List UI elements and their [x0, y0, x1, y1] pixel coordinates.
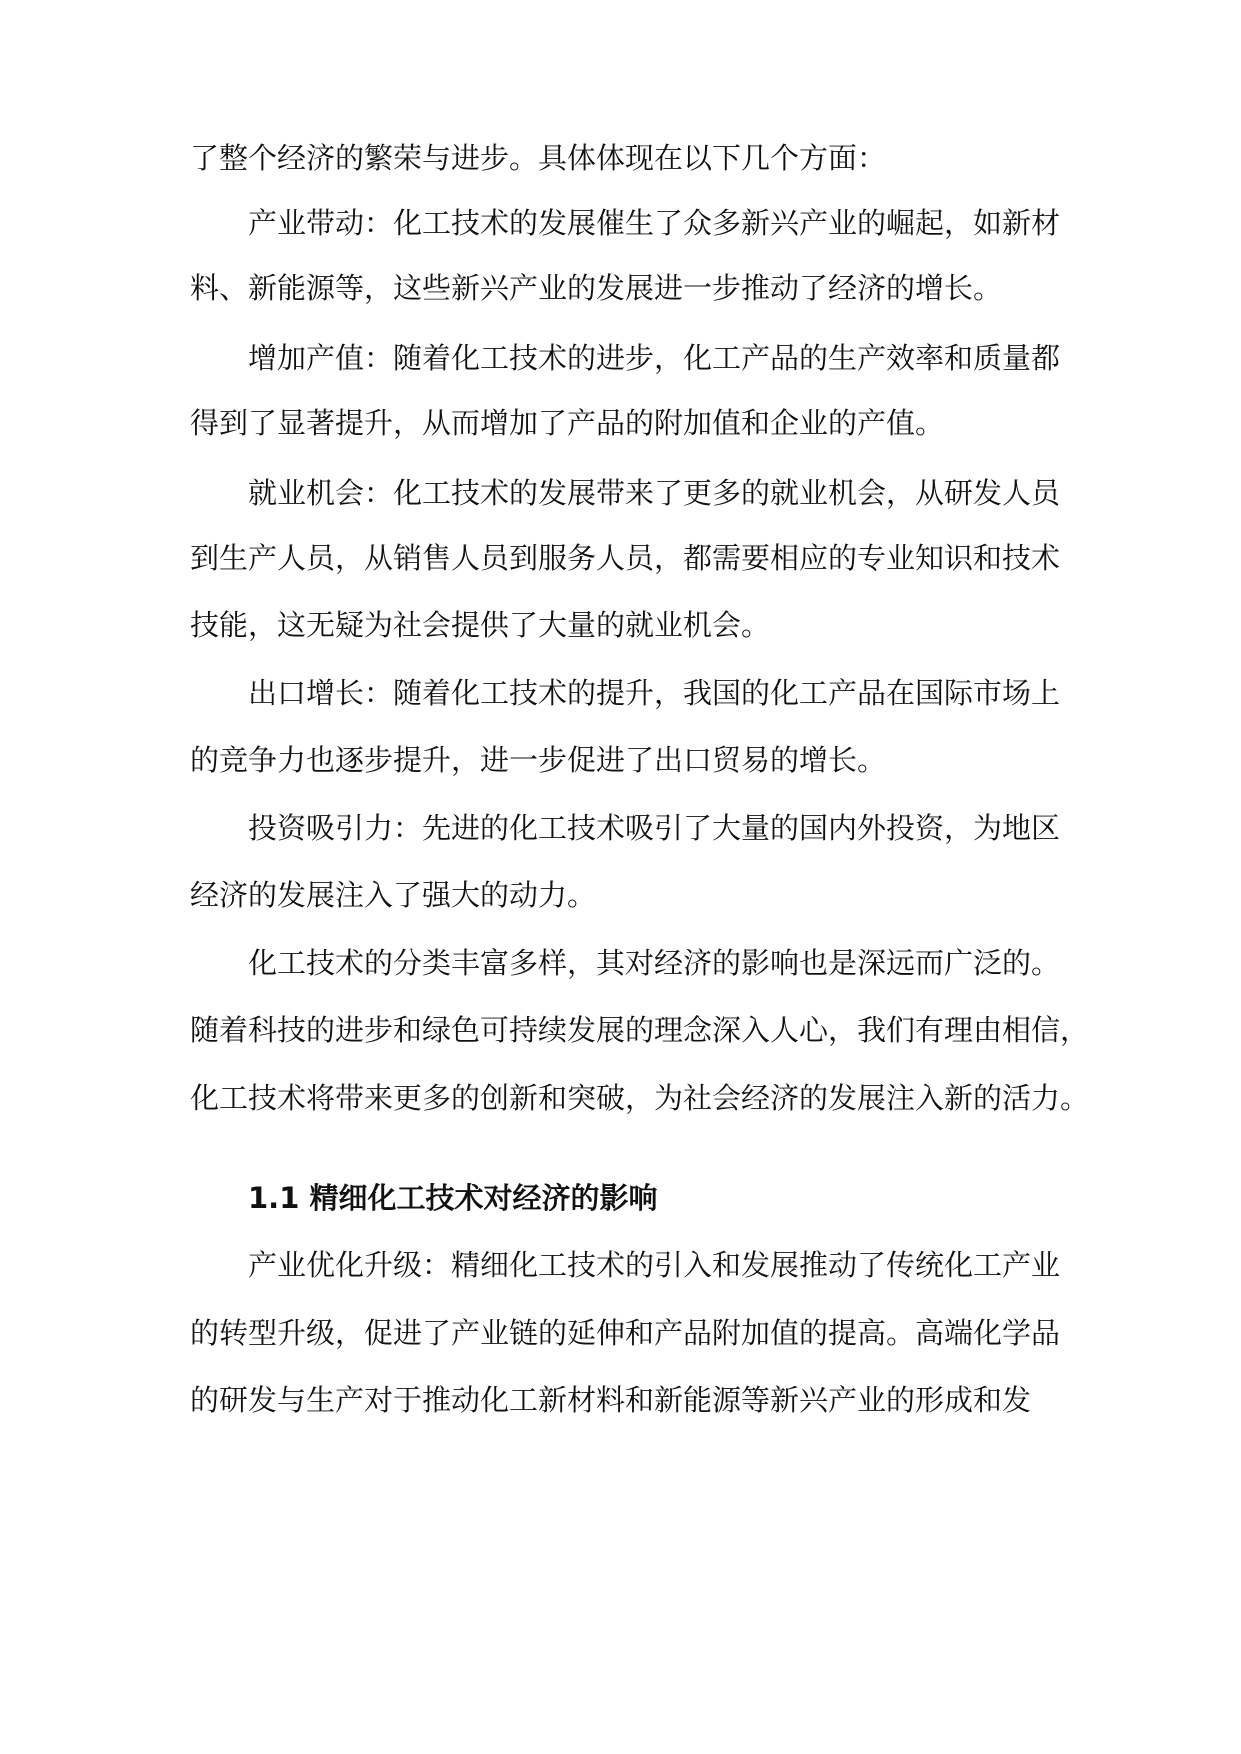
text-line: 化工技术将带来更多的创新和突破，为社会经济的发展注入新的活力。: [190, 1081, 1090, 1115]
text-line: 技能，这无疑为社会提供了大量的就业机会。: [190, 608, 771, 642]
text-line: 的转型升级，促进了产业链的延伸和产品附加值的提高。高端化学品: [190, 1316, 1061, 1350]
text-line: 得到了显著提升，从而增加了产品的附加值和企业的产值。: [190, 406, 945, 440]
text-line: 的竞争力也逐步提升，进一步促进了出口贸易的增长。: [190, 743, 887, 777]
text-line: 化工技术的分类丰富多样，其对经济的影响也是深远而广泛的。: [248, 946, 1061, 980]
text-line: 投资吸引力：先进的化工技术吸引了大量的国内外投资，为地区: [248, 811, 1061, 845]
text-line: 就业机会：化工技术的发展带来了更多的就业机会，从研发人员: [248, 476, 1061, 510]
text-line: 经济的发展注入了强大的动力。: [190, 878, 597, 912]
text-line: 产业优化升级：精细化工技术的引入和发展推动了传统化工产业: [248, 1248, 1061, 1282]
text-line: 随着科技的进步和绿色可持续发展的理念深入人心，我们有理由相信，: [190, 1013, 1090, 1047]
text-line: 的研发与生产对于推动化工新材料和新能源等新兴产业的形成和发: [190, 1383, 1032, 1417]
text-line: 增加产值：随着化工技术的进步，化工产品的生产效率和质量都: [248, 341, 1061, 375]
text-line: 产业带动：化工技术的发展催生了众多新兴产业的崛起，如新材: [248, 206, 1061, 240]
section-heading: 1.1 精细化工技术对经济的影响: [248, 1181, 658, 1215]
text-line: 到生产人员，从销售人员到服务人员，都需要相应的专业知识和技术: [190, 541, 1061, 575]
text-line: 料、新能源等，这些新兴产业的发展进一步推动了经济的增长。: [190, 271, 1003, 305]
text-line: 出口增长：随着化工技术的提升，我国的化工产品在国际市场上: [248, 676, 1061, 710]
text-line: 了整个经济的繁荣与进步。具体体现在以下几个方面：: [190, 141, 887, 175]
